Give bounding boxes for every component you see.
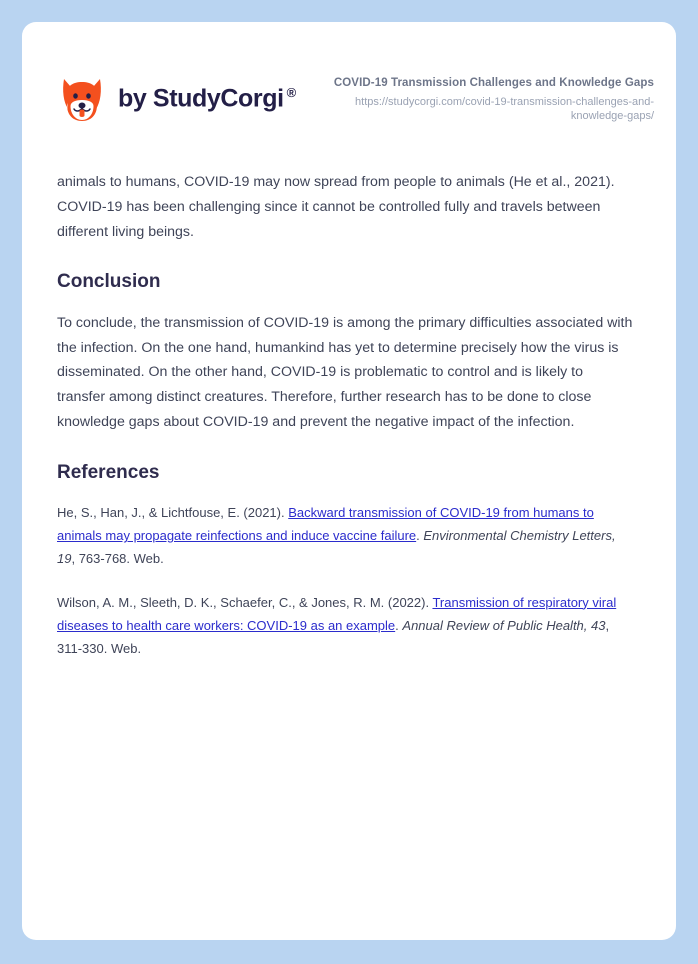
conclusion-paragraph: To conclude, the transmission of COVID-19 is among the primary difficulties associated with the infection. On the one hand, humankind has yet to determine precisely how the virus is disseminated. On the other hand, COVID-19 is problematic to control and is likely to transfer among distinct creatures. Therefore, further research has to be done to close knowledge gaps about COVID-19 and prevent the negative impact of the infection.: [57, 315, 633, 430]
reference-journal: Annual Review of Public Health, 43: [402, 617, 606, 633]
references-heading: References: [57, 461, 160, 483]
brand-wordmark: [118, 86, 296, 111]
studycorgi-brand[interactable]: [57, 74, 296, 124]
reference-entry: [57, 501, 634, 570]
corgi-face-icon: [57, 74, 107, 124]
reference-journal: Environmental Chemistry Letters, 19: [57, 528, 616, 567]
document-page-card: [22, 22, 676, 940]
document-body: [22, 170, 676, 660]
reference-pages: , 311-330. Web.: [57, 617, 610, 656]
reference-title-link[interactable]: Backward transmission of COVID-19 from humans to animals may propagate reinfections and induce vaccine failure: [57, 505, 594, 544]
document-meta: [304, 74, 654, 124]
reference-title-link[interactable]: Transmission of respiratory viral diseases to health care workers: COVID-19 as an example: [57, 594, 617, 633]
conclusion-heading: Conclusion: [57, 271, 161, 293]
reference-authors-year: Wilson, A. M., Sleeth, D. K., Schaefer, C., & Jones, R. M. (2022).: [57, 594, 433, 610]
reference-authors-year: He, S., Han, J., & Lichtfouse, E. (2021).: [57, 505, 289, 521]
brand-wordmark-text: by StudyCorgi: [118, 84, 284, 113]
reference-link-suffix: .: [416, 528, 424, 544]
continued-paragraph: animals to humans, COVID-19 may now spread from people to animals (He et al., 2021). COVID-19 has been challenging since it cannot be controlled fully and travels between different living beings.: [57, 174, 615, 240]
document-url[interactable]: https://studycorgi.com/covid-19-transmission-challenges-and-knowledge-gaps/: [355, 95, 654, 123]
reference-pages: , 763-768. Web.: [71, 551, 164, 567]
reference-entry: [57, 591, 634, 660]
document-title: COVID-19 Transmission Challenges and Knowledge Gaps: [333, 77, 654, 89]
registered-trademark-icon: ®: [286, 85, 296, 101]
document-header: [22, 22, 676, 124]
reference-link-suffix: .: [395, 617, 403, 633]
